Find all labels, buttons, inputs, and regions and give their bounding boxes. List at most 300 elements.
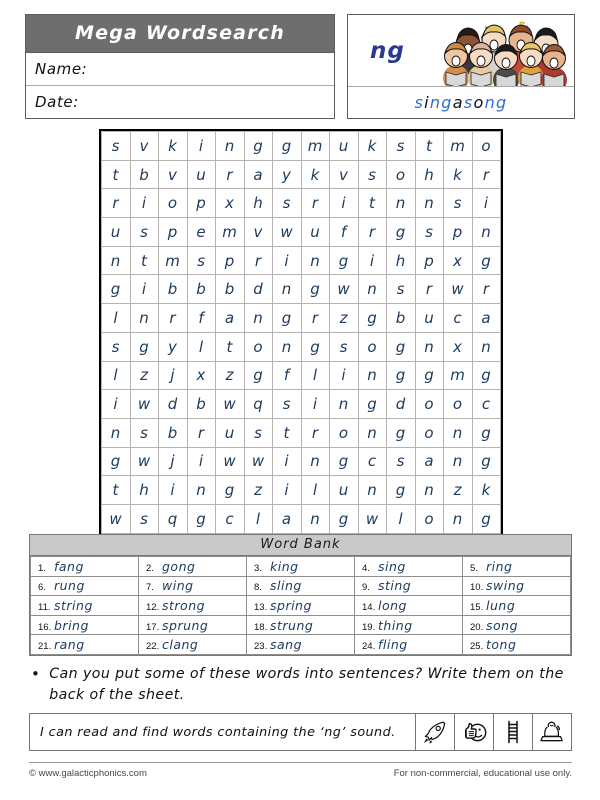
grid-cell[interactable]: g: [273, 304, 302, 333]
grid-cell[interactable]: a: [244, 160, 273, 189]
grid-row: [102, 447, 501, 476]
grid-cell[interactable]: r: [301, 304, 330, 333]
grid-cell[interactable]: s: [358, 160, 387, 189]
word-bank-number: 11.: [38, 601, 51, 613]
grid-cell[interactable]: g: [330, 447, 359, 476]
person-at-desk-icon: [539, 719, 565, 745]
grid-cell[interactable]: i: [330, 361, 359, 390]
grid-cell[interactable]: m: [444, 361, 473, 390]
rocket-icon: [422, 719, 448, 745]
grid-cell[interactable]: u: [330, 132, 359, 161]
grid-cell[interactable]: g: [102, 447, 131, 476]
grid-cell[interactable]: k: [358, 132, 387, 161]
grid-cell[interactable]: n: [358, 275, 387, 304]
word-bank-cell[interactable]: [355, 557, 463, 577]
grid-cell[interactable]: t: [415, 132, 444, 161]
grid-cell[interactable]: q: [244, 390, 273, 419]
grid-cell[interactable]: s: [330, 332, 359, 361]
phrase-part-0: s: [414, 93, 425, 113]
word-bank-cell[interactable]: [31, 615, 139, 635]
grid-cell[interactable]: m: [444, 132, 473, 161]
grid-cell[interactable]: b: [187, 390, 216, 419]
grid-cell[interactable]: v: [244, 218, 273, 247]
grid-cell[interactable]: a: [273, 504, 302, 533]
word-bank-word: strung: [270, 617, 314, 633]
grid-cell[interactable]: o: [415, 390, 444, 419]
word-bank-word: bring: [54, 617, 89, 633]
grid-cell[interactable]: b: [159, 418, 188, 447]
word-bank-row: [31, 615, 571, 635]
word-bank-cell[interactable]: [247, 615, 355, 635]
grid-cell[interactable]: g: [244, 361, 273, 390]
grid-cell[interactable]: g: [358, 390, 387, 419]
grid-cell[interactable]: n: [415, 189, 444, 218]
grid-cell[interactable]: l: [301, 476, 330, 505]
grid-cell[interactable]: i: [273, 246, 302, 275]
wordsearch-grid[interactable]: [99, 129, 503, 536]
grid-cell[interactable]: r: [159, 304, 188, 333]
grid-cell[interactable]: w: [273, 218, 302, 247]
word-bank-cell[interactable]: [355, 635, 463, 655]
word-bank-cell[interactable]: [247, 576, 355, 596]
grid-cell[interactable]: f: [273, 361, 302, 390]
grid-cell[interactable]: g: [273, 132, 302, 161]
word-bank-number: 3.: [254, 562, 262, 574]
word-bank-cell[interactable]: [139, 576, 247, 596]
grid-cell[interactable]: c: [472, 390, 501, 419]
grid-cell[interactable]: w: [244, 447, 273, 476]
word-bank-word: sing: [378, 558, 406, 574]
grid-cell[interactable]: n: [273, 332, 302, 361]
word-bank-number: 6.: [38, 582, 46, 594]
grid-cell[interactable]: n: [358, 476, 387, 505]
grid-cell[interactable]: s: [387, 447, 416, 476]
grid-cell[interactable]: g: [330, 504, 359, 533]
word-bank-cell[interactable]: [31, 576, 139, 596]
grid-row: [102, 418, 501, 447]
grid-cell[interactable]: e: [187, 218, 216, 247]
grid-cell[interactable]: x: [444, 332, 473, 361]
grid-cell[interactable]: p: [415, 246, 444, 275]
grid-cell[interactable]: g: [102, 275, 131, 304]
word-bank-cell[interactable]: [139, 615, 247, 635]
grid-cell[interactable]: g: [387, 218, 416, 247]
grid-cell[interactable]: w: [216, 447, 245, 476]
word-bank-word: spring: [270, 597, 312, 613]
grid-cell[interactable]: o: [159, 189, 188, 218]
word-bank-cell[interactable]: [463, 576, 571, 596]
word-bank-cell[interactable]: [463, 615, 571, 635]
grid-cell[interactable]: l: [244, 504, 273, 533]
grid-cell[interactable]: s: [273, 189, 302, 218]
grid-cell[interactable]: n: [472, 332, 501, 361]
word-bank-word: lung: [486, 597, 516, 613]
grid-cell[interactable]: s: [102, 132, 131, 161]
grid-cell[interactable]: s: [273, 390, 302, 419]
word-bank-word: thing: [378, 617, 413, 633]
grid-cell[interactable]: w: [216, 390, 245, 419]
grid-cell[interactable]: r: [301, 189, 330, 218]
grid-cell[interactable]: w: [358, 504, 387, 533]
word-bank-number: 10.: [470, 582, 484, 594]
grid-cell[interactable]: k: [444, 160, 473, 189]
grid-cell[interactable]: n: [216, 132, 245, 161]
grid-cell[interactable]: n: [301, 246, 330, 275]
grid-cell[interactable]: i: [358, 246, 387, 275]
grid-cell[interactable]: n: [387, 189, 416, 218]
grid-cell[interactable]: n: [415, 476, 444, 505]
bullet-icon: •: [31, 665, 41, 683]
word-bank-number: 1.: [38, 562, 46, 574]
grid-cell[interactable]: r: [102, 189, 131, 218]
grid-cell[interactable]: s: [244, 418, 273, 447]
word-bank-row: [31, 557, 571, 577]
grid-cell[interactable]: c: [216, 504, 245, 533]
grid-cell[interactable]: m: [159, 246, 188, 275]
grid-cell[interactable]: i: [273, 476, 302, 505]
can-do-text: I can read and find words containing the ‘ng’ sound.: [40, 724, 396, 740]
grid-cell[interactable]: z: [444, 476, 473, 505]
grid-cell[interactable]: w: [330, 275, 359, 304]
grid-cell[interactable]: t: [273, 418, 302, 447]
footer-copyright: © www.galacticphonics.com: [29, 768, 147, 779]
word-bank-cell[interactable]: [139, 557, 247, 577]
grid-cell[interactable]: z: [330, 304, 359, 333]
grid-cell[interactable]: s: [130, 504, 159, 533]
word-bank-number: 2.: [146, 562, 154, 574]
grid-cell[interactable]: g: [358, 304, 387, 333]
grid-cell[interactable]: r: [358, 218, 387, 247]
word-bank-word: wing: [162, 578, 194, 594]
grid-cell[interactable]: w: [102, 504, 131, 533]
grid-cell[interactable]: n: [444, 504, 473, 533]
grid-cell[interactable]: t: [102, 160, 131, 189]
grid-cell[interactable]: h: [130, 476, 159, 505]
grid-cell[interactable]: r: [216, 160, 245, 189]
grid-cell[interactable]: f: [330, 218, 359, 247]
grid-cell[interactable]: y: [159, 332, 188, 361]
word-bank-cell[interactable]: [31, 596, 139, 616]
word-bank-number: 14.: [362, 601, 376, 613]
word-bank-word: rang: [54, 637, 85, 653]
grid-cell[interactable]: o: [415, 504, 444, 533]
grid-cell[interactable]: i: [159, 476, 188, 505]
word-bank-number: 16.: [38, 621, 52, 633]
grid-cell[interactable]: b: [187, 275, 216, 304]
grid-row: [102, 275, 501, 304]
word-bank-cell[interactable]: [247, 635, 355, 655]
grid-cell[interactable]: r: [472, 160, 501, 189]
word-bank-number: 24.: [362, 641, 376, 653]
word-bank-cell[interactable]: [247, 596, 355, 616]
word-bank-cell[interactable]: [31, 635, 139, 655]
word-bank-word: swing: [486, 578, 525, 594]
grid-cell[interactable]: l: [387, 504, 416, 533]
grid-cell[interactable]: t: [130, 246, 159, 275]
grid-cell[interactable]: b: [387, 304, 416, 333]
grid-cell[interactable]: p: [159, 218, 188, 247]
word-bank-row: [31, 596, 571, 616]
word-bank-word: rung: [54, 578, 85, 594]
grid-cell[interactable]: d: [244, 275, 273, 304]
grid-cell[interactable]: p: [444, 218, 473, 247]
can-do-statement-bar: [29, 713, 572, 751]
grid-cell[interactable]: p: [216, 246, 245, 275]
grid-row: [102, 218, 501, 247]
grid-cell[interactable]: n: [358, 418, 387, 447]
grid-cell[interactable]: o: [330, 418, 359, 447]
grid-cell[interactable]: t: [358, 189, 387, 218]
grid-cell[interactable]: j: [159, 447, 188, 476]
word-bank: [29, 534, 572, 656]
word-bank-cell[interactable]: [247, 557, 355, 577]
grid-cell[interactable]: h: [415, 160, 444, 189]
footer-usage: For non-commercial, educational use only.: [393, 768, 572, 779]
grid-cell[interactable]: r: [472, 275, 501, 304]
question-text: Can you put some of these words into sentences? Write them on the back of the sheet.: [49, 666, 564, 704]
grid-cell[interactable]: b: [130, 160, 159, 189]
grid-row: [102, 246, 501, 275]
grid-cell[interactable]: s: [387, 132, 416, 161]
word-bank-cell[interactable]: [355, 596, 463, 616]
grid-cell[interactable]: s: [130, 218, 159, 247]
grid-cell[interactable]: z: [130, 361, 159, 390]
date-label: Date:: [35, 93, 79, 111]
grid-cell[interactable]: s: [387, 275, 416, 304]
word-bank-number: 18.: [254, 621, 268, 633]
grid-cell[interactable]: l: [102, 304, 131, 333]
rocket-icon-cell[interactable]: [415, 714, 454, 750]
page-title: Mega Wordsearch: [26, 15, 334, 53]
date-field[interactable]: [26, 86, 334, 118]
grid-cell[interactable]: i: [330, 189, 359, 218]
word-bank-word: song: [486, 617, 519, 633]
activity-question: [31, 664, 576, 707]
grid-cell[interactable]: h: [387, 246, 416, 275]
word-bank-word: clang: [162, 637, 199, 653]
grid-cell[interactable]: o: [444, 390, 473, 419]
grid-cell[interactable]: b: [216, 275, 245, 304]
grid-cell[interactable]: h: [244, 189, 273, 218]
grid-cell[interactable]: g: [387, 418, 416, 447]
grid-cell[interactable]: u: [187, 160, 216, 189]
grid-cell[interactable]: u: [216, 418, 245, 447]
grid-cell[interactable]: z: [216, 361, 245, 390]
thumbs-up-icon: [461, 719, 487, 745]
grid-cell[interactable]: q: [159, 504, 188, 533]
footer-divider: [29, 762, 572, 763]
word-bank-word: fang: [54, 558, 84, 574]
grid-cell[interactable]: l: [187, 332, 216, 361]
grid-cell[interactable]: t: [216, 332, 245, 361]
grid-cell[interactable]: d: [159, 390, 188, 419]
ladder-icon: [500, 719, 526, 745]
grid-cell[interactable]: n: [130, 304, 159, 333]
grid-cell[interactable]: c: [444, 304, 473, 333]
word-bank-number: 22.: [146, 641, 160, 653]
word-bank-row: [31, 635, 571, 655]
grid-cell[interactable]: w: [130, 390, 159, 419]
grid-cell[interactable]: v: [159, 160, 188, 189]
grid-cell[interactable]: r: [244, 246, 273, 275]
grid-cell[interactable]: s: [415, 218, 444, 247]
word-bank-number: 12.: [146, 601, 160, 613]
grid-cell[interactable]: v: [330, 160, 359, 189]
grid-cell[interactable]: u: [415, 304, 444, 333]
grid-cell[interactable]: n: [102, 246, 131, 275]
grid-row: [102, 476, 501, 505]
phrase-part-4: s: [463, 93, 474, 113]
word-bank-cell[interactable]: [355, 576, 463, 596]
grid-cell[interactable]: i: [472, 189, 501, 218]
grid-cell[interactable]: s: [187, 246, 216, 275]
grid-cell[interactable]: o: [415, 418, 444, 447]
grid-cell[interactable]: g: [187, 504, 216, 533]
grid-cell[interactable]: n: [102, 418, 131, 447]
grid-cell[interactable]: f: [187, 304, 216, 333]
grid-cell[interactable]: w: [130, 447, 159, 476]
grid-cell[interactable]: g: [472, 246, 501, 275]
word-bank-cell[interactable]: [463, 596, 571, 616]
grid-cell[interactable]: i: [130, 189, 159, 218]
word-bank-word: fling: [378, 637, 408, 653]
grid-cell[interactable]: g: [216, 476, 245, 505]
grid-cell[interactable]: n: [358, 361, 387, 390]
grid-cell[interactable]: s: [102, 332, 131, 361]
grid-cell[interactable]: g: [472, 504, 501, 533]
grid-cell[interactable]: n: [301, 504, 330, 533]
person-at-desk-icon-cell[interactable]: [532, 714, 571, 750]
grid-cell[interactable]: m: [216, 218, 245, 247]
word-bank-number: 20.: [470, 621, 484, 633]
grid-cell[interactable]: k: [472, 476, 501, 505]
grid-cell[interactable]: g: [472, 418, 501, 447]
grid-cell[interactable]: v: [130, 132, 159, 161]
grid-cell[interactable]: u: [330, 476, 359, 505]
grid-cell[interactable]: j: [159, 361, 188, 390]
grid-cell[interactable]: n: [415, 332, 444, 361]
grid-cell[interactable]: w: [444, 275, 473, 304]
word-bank-number: 15.: [470, 601, 484, 613]
grid-cell[interactable]: a: [216, 304, 245, 333]
sound-phrase: [348, 87, 574, 118]
word-bank-cell[interactable]: [139, 635, 247, 655]
phrase-part-3: a: [452, 93, 464, 113]
sound-top: [348, 15, 574, 87]
grid-cell[interactable]: n: [244, 304, 273, 333]
grid-cell[interactable]: s: [444, 189, 473, 218]
grid-cell[interactable]: g: [301, 332, 330, 361]
grid-cell[interactable]: z: [244, 476, 273, 505]
grid-cell[interactable]: m: [301, 132, 330, 161]
name-field[interactable]: [26, 53, 334, 86]
grid-cell[interactable]: n: [273, 275, 302, 304]
word-bank-number: 21.: [38, 641, 52, 653]
grid-cell[interactable]: k: [159, 132, 188, 161]
grid-cell[interactable]: a: [415, 447, 444, 476]
header: [25, 14, 575, 119]
word-bank-number: 17.: [146, 621, 160, 633]
grid-cell[interactable]: n: [444, 418, 473, 447]
grid-cell[interactable]: c: [358, 447, 387, 476]
grid-cell[interactable]: n: [472, 218, 501, 247]
grid-cell[interactable]: i: [301, 390, 330, 419]
grid-cell[interactable]: o: [472, 132, 501, 161]
grid-cell[interactable]: n: [187, 476, 216, 505]
grid-cell[interactable]: n: [444, 447, 473, 476]
grid-cell[interactable]: k: [301, 160, 330, 189]
grid-cell[interactable]: t: [102, 476, 131, 505]
grid-cell[interactable]: u: [102, 218, 131, 247]
grid-cell[interactable]: i: [187, 447, 216, 476]
grid-cell[interactable]: o: [244, 332, 273, 361]
grid-cell[interactable]: r: [301, 418, 330, 447]
grid-cell[interactable]: y: [273, 160, 302, 189]
word-bank-number: 5.: [470, 562, 478, 574]
grid-cell[interactable]: r: [187, 418, 216, 447]
grid-row: [102, 132, 501, 161]
grid-cell[interactable]: l: [301, 361, 330, 390]
grid-cell[interactable]: a: [472, 304, 501, 333]
grid-cell[interactable]: d: [387, 390, 416, 419]
grid-cell[interactable]: g: [387, 332, 416, 361]
grid-cell[interactable]: g: [472, 447, 501, 476]
grid-cell[interactable]: g: [330, 246, 359, 275]
grid-cell[interactable]: u: [301, 218, 330, 247]
grid-row: [102, 361, 501, 390]
grid-cell[interactable]: o: [358, 332, 387, 361]
grid-cell[interactable]: i: [187, 132, 216, 161]
word-bank-number: 7.: [146, 582, 154, 594]
grid-cell[interactable]: r: [415, 275, 444, 304]
grid-cell[interactable]: l: [102, 361, 131, 390]
grid-cell[interactable]: p: [187, 189, 216, 218]
word-bank-cell[interactable]: [139, 596, 247, 616]
footer: [29, 768, 572, 779]
phrase-part-1: i: [424, 93, 430, 113]
grid-cell[interactable]: g: [387, 476, 416, 505]
name-label: Name:: [35, 60, 88, 78]
grid-row: [102, 332, 501, 361]
grid-cell[interactable]: i: [273, 447, 302, 476]
word-bank-cell[interactable]: [355, 615, 463, 635]
grid-cell[interactable]: n: [301, 447, 330, 476]
grid-cell[interactable]: g: [130, 332, 159, 361]
ladder-icon-cell[interactable]: [493, 714, 532, 750]
grid-cell[interactable]: x: [187, 361, 216, 390]
grid-cell[interactable]: x: [216, 189, 245, 218]
grid-cell[interactable]: i: [130, 275, 159, 304]
grid-cell[interactable]: g: [415, 361, 444, 390]
grid-cell[interactable]: o: [387, 160, 416, 189]
grid-cell[interactable]: n: [330, 390, 359, 419]
grid-cell[interactable]: i: [102, 390, 131, 419]
word-bank-cell[interactable]: [463, 557, 571, 577]
grid-cell[interactable]: g: [387, 361, 416, 390]
word-bank-word: gong: [162, 558, 196, 574]
children-singing-icon: [432, 16, 570, 86]
grid-cell[interactable]: g: [472, 361, 501, 390]
thumbs-up-icon-cell[interactable]: [454, 714, 493, 750]
grid-cell[interactable]: s: [130, 418, 159, 447]
grid-cell[interactable]: g: [301, 275, 330, 304]
grid-cell[interactable]: x: [444, 246, 473, 275]
grid-cell[interactable]: g: [244, 132, 273, 161]
word-bank-cell[interactable]: [463, 635, 571, 655]
word-bank-cell[interactable]: [31, 557, 139, 577]
grid-cell[interactable]: b: [159, 275, 188, 304]
word-bank-number: 8.: [254, 582, 262, 594]
